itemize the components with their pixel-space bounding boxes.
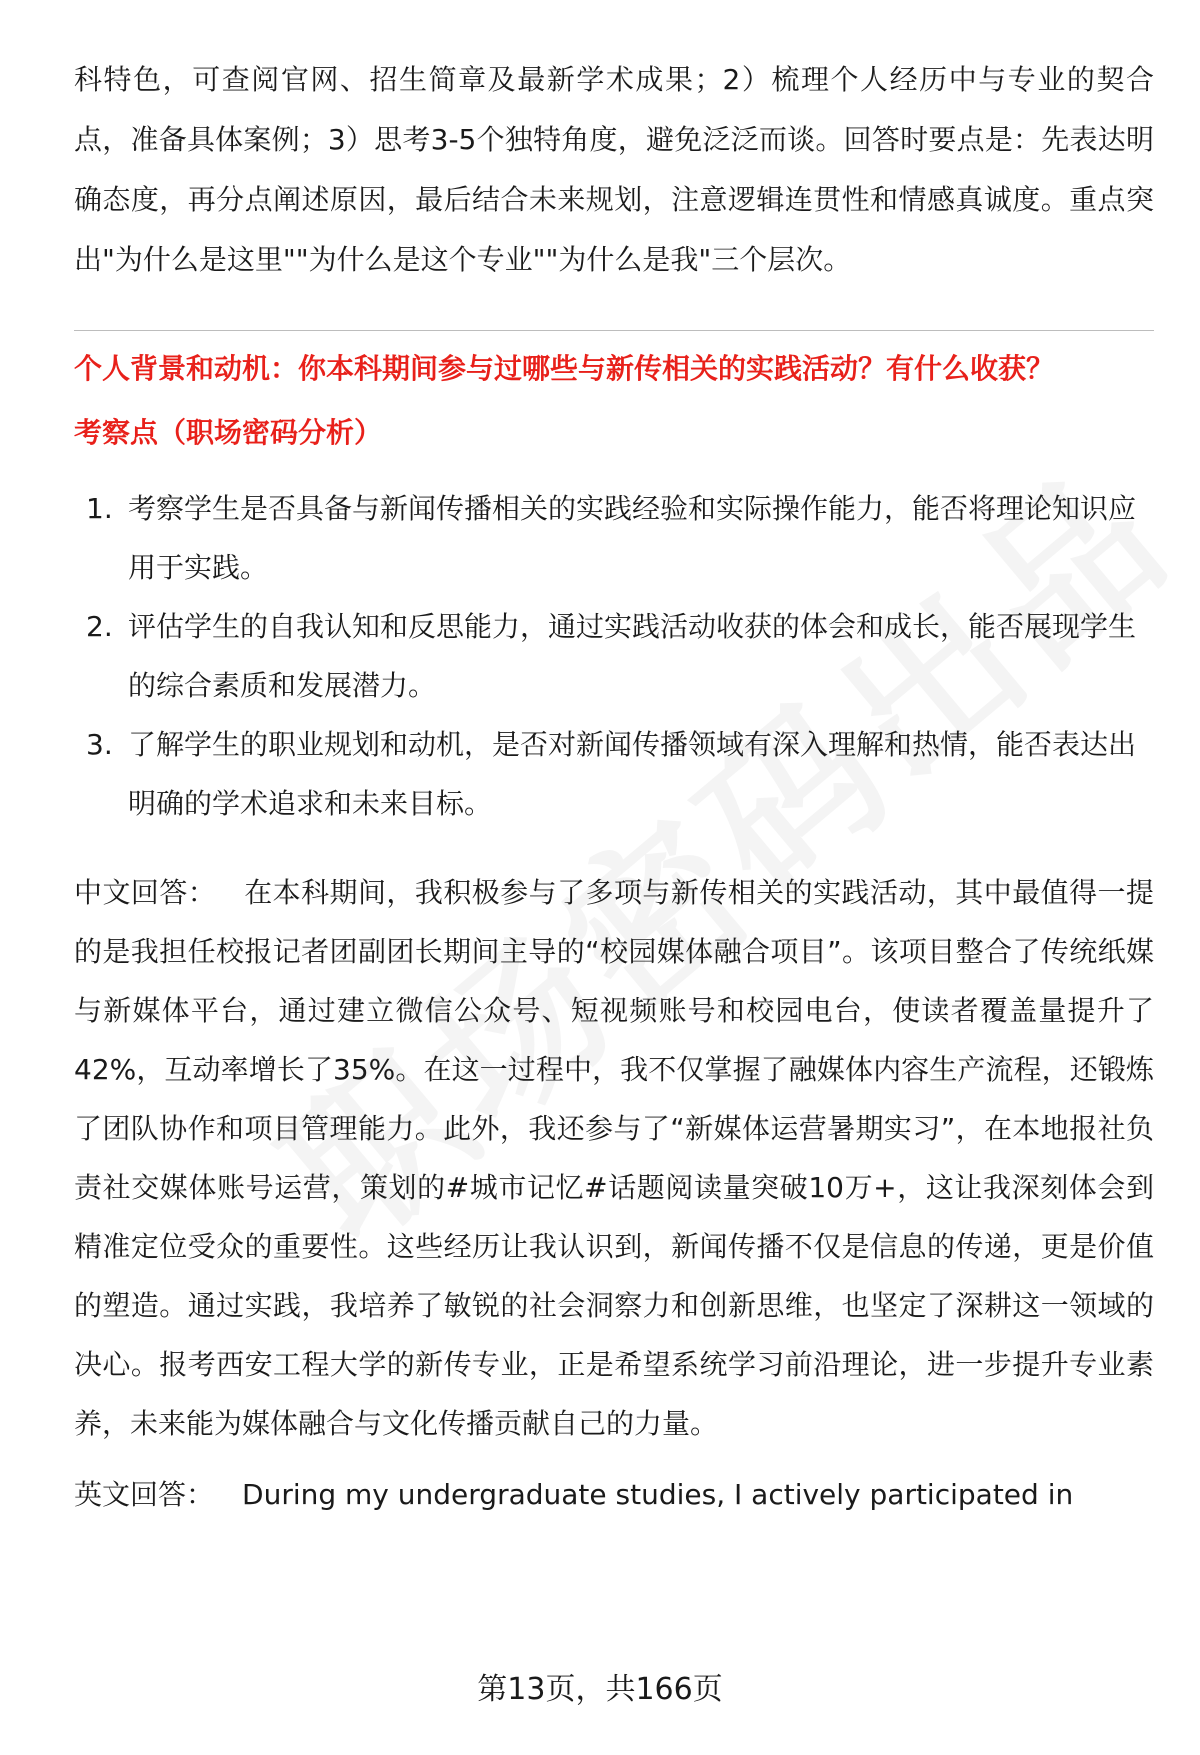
intro-paragraph: 科特色，可查阅官网、招生简章及最新学术成果；2）梳理个人经历中与专业的契合点，准备具体案例；3）思考3-5个独特角度，避免泛泛而谈。回答时要点是：先表达明确态度，再分点阐述原因，最后结合未来规划，注意逻辑连贯性和情感真诚度。重点突出"为什么是这里""为什么是这个专业""为什么是我"三个层次。 (74, 63, 1154, 276)
list-item-number: 2. (86, 610, 113, 643)
english-answer (74, 1465, 1154, 1524)
question-title: 个人背景和动机：你本科期间参与过哪些与新传相关的实践活动？有什么收获？ (74, 352, 1055, 385)
english-answer-label: 英文回答： (74, 1478, 215, 1511)
chinese-answer-label: 中文回答： (74, 876, 217, 909)
section-divider (74, 330, 1154, 331)
list-item (74, 715, 1154, 833)
focus-points-list (74, 479, 1154, 833)
list-item-text: 评估学生的自我认知和反思能力，通过实践活动收获的体会和成长，能否展现学生的综合素质和发展潜力。 (128, 610, 1137, 702)
chinese-answer-text: 在本科期间，我积极参与了多项与新传相关的实践活动，其中最值得一提的是我担任校报记者团副团长期间主导的“校园媒体融合项目”。该项目整合了传统纸媒与新媒体平台，通过建立微信公众号、短视频账号和校园电台，使读者覆盖量提升了42%，互动率增长了35%。在这一过程中，我不仅掌握了融媒体内容生产流程，还锻炼了团队协作和项目管理能力。此外，我还参与了“新媒体运营暑期实习”，在本地报社负责社交媒体账号运营，策划的#城市记忆#话题阅读量突破10万+，这让我深刻体会到精准定位受众的重要性。这些经历让我认识到，新闻传播不仅是信息的传递，更是价值的塑造。通过实践，我培养了敏锐的社会洞察力和创新思维，也坚定了深耕这一领域的决心。报考西安工程大学的新传专业，正是希望系统学习前沿理论，进一步提升专业素养，未来能为媒体融合与文化传播贡献自己的力量。 (74, 876, 1154, 1440)
english-answer-text: During my undergraduate studies, I actively participated in (242, 1478, 1074, 1511)
list-item-text: 考察学生是否具备与新闻传播相关的实践经验和实际操作能力，能否将理论知识应用于实践。 (128, 492, 1137, 584)
list-item-number: 1. (86, 492, 113, 525)
list-item-number: 3. (86, 728, 113, 761)
list-item-text: 了解学生的职业规划和动机，是否对新闻传播领域有深入理解和热情，能否表达出明确的学术追求和未来目标。 (128, 728, 1137, 820)
chinese-answer (74, 863, 1154, 1453)
content-area (74, 50, 1154, 1536)
list-item (74, 597, 1154, 715)
page-number-footer: 第13页，共166页 (477, 1672, 723, 1707)
focus-heading: 考察点（职场密码分析） (74, 416, 383, 449)
list-item (74, 479, 1154, 597)
